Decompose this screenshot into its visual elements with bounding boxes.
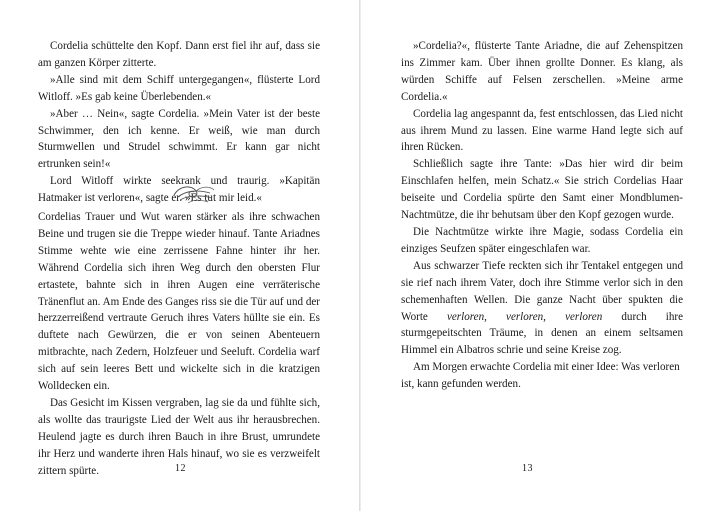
- flourish-ornament-icon: [170, 181, 216, 209]
- page-number: 13: [522, 463, 533, 474]
- paragraph: Cordelias Trauer und Wut waren stärker als ihre schwachen Beine und trugen sie die Treppe wieder hinauf. Tante Ariadnes Stimme wehte wie eine zerrissene Fahne hinter ihr her. Während Cordelia sich ihren Weg durch den obersten Flur ertastete, bahnte sich in ihren Augen eine verräterische Tränenflut an. Am Ende des Ganges riss sie die Tür auf und der herzzerreißend vertraute Geruch ihres Vaters hüllte sie ein. Es duftete nach Gewürzen, die er von seinen Abenteuern mitbrachte, nach Zedern, Holzfeuer und Seeluft. Cordelia warf sich auf sein leeres Bett und wickelte sich in die kratzigen Wolldecken ein.: [38, 211, 320, 393]
- paragraph: »Aber … Nein«, sagte Cordelia. »Mein Vater ist der beste Schwimmer, den ich kenne. Er weiß, wie man durch Sturmwellen und Strudel schwimmt. Er kann gar nicht ertrunken sein!«: [38, 107, 320, 171]
- left-page: [0, 0, 359, 511]
- paragraph: [401, 258, 683, 359]
- paragraph: »Alle sind mit dem Schiff untergegangen«, flüsterte Lord Witloff. »Es gab keine Überlebenden.«: [38, 73, 320, 103]
- paragraph: Cordelia lag angespannt da, fest entschlossen, das Lied nicht aus ihrem Mund zu lassen. Eine warme Hand legte sich auf ihren Rücken.: [401, 107, 683, 154]
- paragraph: Am Morgen erwachte Cordelia mit einer Idee: Was verloren ist, kann gefunden werden.: [401, 361, 680, 391]
- italic-text: verloren, verloren, verloren: [446, 310, 603, 323]
- page-number: 12: [175, 463, 186, 474]
- paragraph: Lord Witloff wirkte seekrank und traurig. »Kapitän Hatmaker ist verloren«, sagte er. »Es tut mir leid.«: [38, 175, 320, 205]
- paragraph: »Cordelia?«, flüsterte Tante Ariadne, die auf Zehenspitzen ins Zimmer kam. Über ihnen grollte Donner. Es klang, als würden Schiffe auf Felsen zerschellen. »Meine arme Cordelia.«: [401, 40, 683, 103]
- paragraph: Cordelia schüttelte den Kopf. Dann erst fiel ihr auf, dass sie am ganzen Körper zitterte.: [38, 40, 320, 69]
- paragraph: Die Nachtmütze wirkte ihre Magie, sodass Cordelia ein einziges Seufzen später eingeschlafen war.: [401, 225, 683, 255]
- left-text-block-2: [38, 209, 320, 480]
- paragraph: Das Gesicht im Kissen vergraben, lag sie da und fühlte sich, als wollte das traurigste Lied der Welt aus ihr herausbrechen. Heulend jagte es durch ihren Bauch in ihre Brust, umrundete ihr Herz und wanderte ihren Hals hinauf, wo sie es verzweifelt zittern spürte.: [38, 396, 320, 477]
- paragraph-text: durch ihre sturmgepeitschten Träume, in denen an einem seltsamen Himmel ein Albatros schrie und seine Kreise zog.: [401, 310, 683, 357]
- right-text-block: [401, 38, 683, 393]
- paragraph: Schließlich sagte ihre Tante: »Das hier wird dir beim Einschlafen helfen, mein Schatz.« Sie strich Cordelias Haar beiseite und Cordelia spürte den Samt einer Mondblumen-Nachtmütze, die ihr behutsam über den Kopf gezogen wurde.: [401, 158, 683, 222]
- paragraph-text: Aus schwarzer Tiefe reckten sich ihr Tentakel entgegen und sie rief nach ihrem Vater, doch ihre Stimme verlor sich in den schemenhaften Wellen. Die ganze Nacht über spukten die Worte: [401, 259, 683, 323]
- right-page: [361, 0, 720, 511]
